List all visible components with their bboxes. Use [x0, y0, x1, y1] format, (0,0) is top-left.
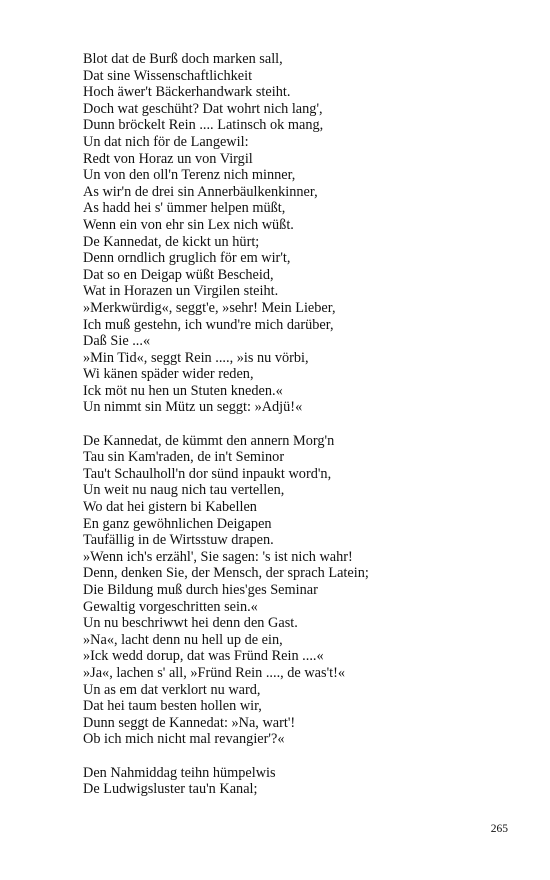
poem-line: Blot dat de Burß doch marken sall,	[83, 51, 283, 67]
poem-line: Gewaltig vorgeschritten sein.«	[83, 598, 258, 615]
poem-line: Redt von Horaz un von Virgil	[83, 150, 253, 167]
stanza	[83, 433, 523, 748]
poem-line: Un nimmt sin Mütz un seggt: »Adjü!«	[83, 399, 303, 416]
poem-line: Un as em dat verklort nu ward,	[83, 681, 261, 698]
poem-line: Wo dat hei gistern bi Kabellen	[83, 499, 257, 516]
poem-line: Wi känen späder wider reden,	[83, 366, 254, 383]
stanza	[83, 765, 523, 798]
poem-line: Denn, denken Sie, der Mensch, der sprach Latein;	[83, 565, 369, 582]
poem-line: Hoch äwer't Bäckerhandwark steiht.	[83, 84, 291, 101]
poem-line: En ganz gewöhnlichen Deigapen	[83, 515, 272, 532]
poem-line: Un von den oll'n Terenz nich minner,	[83, 167, 296, 184]
poem-line: As hadd hei s' ümmer helpen müßt,	[83, 200, 286, 217]
page-number: 265	[490, 823, 508, 835]
poem-line: Dunn seggt de Kannedat: »Na, wart'!	[83, 714, 296, 731]
poem-line: De Ludwigsluster tau'n Kanal;	[83, 781, 258, 798]
poem-line: Tau sin Kam'raden, de in't Seminor	[83, 449, 285, 466]
poem-line: Dat sine Wissenschaftlichkeit	[83, 67, 253, 84]
poem-line: Un weit nu naug nich tau vertellen,	[83, 482, 285, 499]
poem-line: Taufällig in de Wirtsstuw drapen.	[83, 532, 274, 549]
poem-line: Dat hei taum besten hollen wir,	[83, 698, 262, 715]
poem-line: Denn orndlich gruglich för em wir't,	[83, 250, 291, 267]
poem-line: »Wenn ich's erzähl', Sie sagen: 's ist nich wahr!	[83, 548, 353, 565]
poem-line: Die Bildung muß durch hies'ges Seminar	[83, 582, 318, 598]
poem-line: »Ja«, lachen s' all, »Fründ Rein ...., de was't!«	[83, 664, 346, 681]
poem-line: »Min Tid«, seggt Rein ...., »is nu vörbi,	[83, 349, 309, 366]
poem-line: Daß Sie ...«	[83, 333, 151, 350]
poem-line: »Na«, lacht denn nu hell up de ein,	[83, 631, 283, 648]
poem-line: Un nu beschriwwt hei denn den Gast.	[83, 615, 298, 632]
poem-line: Wenn ein von ehr sin Lex nich wüßt.	[83, 216, 294, 233]
poem-line: Ick möt nu hen un Stuten kneden.«	[83, 382, 283, 399]
poem-line: »Merkwürdig«, seggt'e, »sehr! Mein Lieber,	[83, 299, 336, 316]
poem-line: Tau't Schaulholl'n dor sünd inpaukt word'n,	[83, 465, 332, 482]
poem-line: »Ick wedd dorup, dat was Fründ Rein ....«	[83, 648, 324, 665]
poem-text	[83, 51, 523, 798]
poem-line: As wir'n de drei sin Annerbäulkenkinner,	[83, 183, 318, 200]
poem-line: Den Nahmiddag teihn hümpelwis	[83, 764, 276, 781]
poem-line: Ich muß gestehn, ich wund're mich darüber,	[83, 316, 334, 333]
stanza	[83, 51, 523, 416]
poem-line: Wat in Horazen un Virgilen steiht.	[83, 283, 279, 300]
poem-line: Dunn bröckelt Rein .... Latinsch ok mang,	[83, 117, 324, 134]
poem-line: De Kannedat, de kümmt den annern Morg'n	[83, 432, 335, 449]
poem-line: De Kannedat, de kickt un hürt;	[83, 233, 260, 250]
poem-line: Ob ich mich nicht mal revangier'?«	[83, 731, 285, 748]
poem-line: Doch wat geschüht? Dat wohrt nich lang',	[83, 100, 323, 117]
poem-line: Un dat nich för de Langewil:	[83, 133, 249, 150]
poem-line: Dat so en Deigap wüßt Bescheid,	[83, 266, 274, 283]
